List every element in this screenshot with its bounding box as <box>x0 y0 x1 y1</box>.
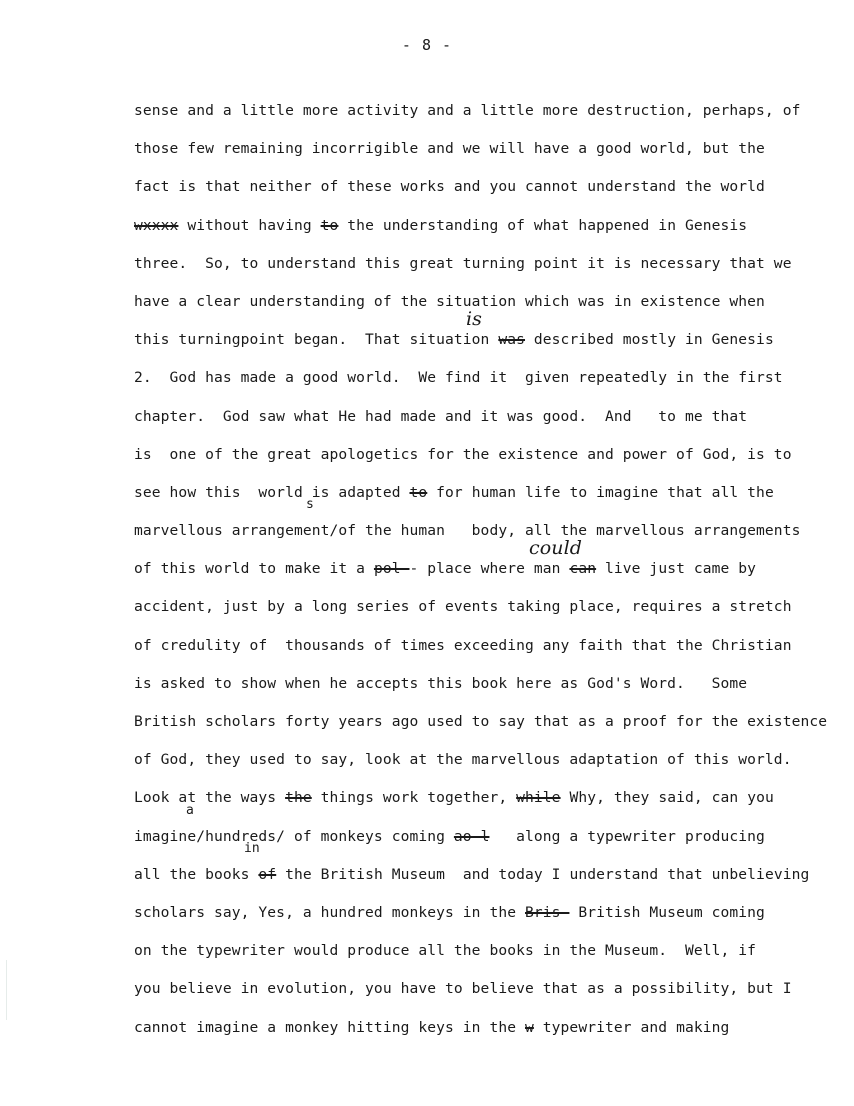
line-text: the British Museum and today I understand that unbelieving <box>276 865 810 883</box>
struck-text: ao-l <box>453 827 490 845</box>
text-line <box>134 283 834 321</box>
struck-text: was <box>498 331 526 349</box>
struck-text: to <box>409 483 428 501</box>
text-line <box>134 537 834 588</box>
line-text: chapter. God saw what He had made and it was good. And to me that <box>134 407 748 425</box>
line-text: three. So, to understand this great turning point it is necessary that we <box>134 254 792 272</box>
typed-insertion: a <box>186 802 194 818</box>
text-line <box>134 359 834 397</box>
text-line <box>134 627 834 665</box>
text-line <box>134 894 834 932</box>
struck-text: pol- <box>373 560 410 578</box>
text-line <box>134 168 834 206</box>
struck-text: the <box>285 789 312 807</box>
typed-insertion: s <box>306 497 314 513</box>
line-text: have a clear understanding of the situation which was in existence when <box>134 292 765 310</box>
line-text: those few remaining incorrigible and we will have a good world, but the <box>134 140 765 158</box>
text-line <box>134 1009 834 1047</box>
text-line <box>134 398 834 436</box>
line-text: of this world to make it a <box>134 560 374 578</box>
line-text: without having <box>178 216 321 234</box>
text-line <box>134 474 834 512</box>
text-line <box>134 207 834 245</box>
line-text: typewriter and making <box>533 1018 730 1036</box>
line-text: sense and a little more activity and a little more destruction, perhaps, of <box>134 102 801 119</box>
text-line <box>134 741 834 779</box>
text-line <box>134 308 834 359</box>
handwritten-correction: is <box>466 308 483 331</box>
line-text: see how this world is adapted <box>134 483 410 501</box>
text-line <box>134 802 834 856</box>
line-text: British scholars forty years ago used to say that as a proof for the existence <box>134 713 828 730</box>
line-text: this turningpoint began. That situation <box>134 331 499 349</box>
page-number: - 8 - <box>401 36 453 54</box>
text-line <box>134 436 834 474</box>
line-text: all the books <box>134 865 259 883</box>
line-text: is asked to show when he accepts this book here as God's Word. Some <box>134 674 748 692</box>
struck-text: while <box>516 789 561 807</box>
line-text: Why, they said, can you <box>560 789 774 807</box>
line-text: imagine/hundreds/ of monkeys coming <box>134 827 454 845</box>
line-text: marvellous arrangement/of the human body, all the marvellous arrangements <box>134 522 801 540</box>
struck-text: of <box>258 865 277 883</box>
document-body <box>134 92 834 1047</box>
line-text: scholars say, Yes, a hundred monkeys in the <box>134 903 525 921</box>
line-text: British Museum coming <box>569 903 765 921</box>
line-text: cannot imagine a monkey hitting keys in the <box>134 1018 525 1036</box>
line-text: fact is that neither of these works and you cannot understand the world <box>134 178 765 196</box>
line-text: described mostly in Genesis <box>525 331 774 349</box>
text-line <box>134 932 834 970</box>
text-line <box>134 970 834 1008</box>
line-text: along a typewriter producing <box>489 827 765 845</box>
text-line <box>134 588 834 626</box>
text-line <box>134 92 834 130</box>
line-text: of God, they used to say, look at the marvellous adaptation of this world. <box>134 751 792 769</box>
line-text: you believe in evolution, you have to believe that as a possibility, but I <box>134 980 792 998</box>
struck-text: Bris- <box>525 903 570 921</box>
struck-text: to <box>320 216 339 234</box>
line-text: Look at the ways <box>134 789 286 807</box>
line-text: accident, just by a long series of events taking place, requires a stretch <box>134 598 792 616</box>
text-line <box>134 245 834 283</box>
line-text: - place where man <box>409 560 570 578</box>
text-line <box>134 665 834 703</box>
line-text: live just came by <box>596 560 757 578</box>
line-text: the understanding of what happened in Genesis <box>338 216 748 234</box>
line-text: of credulity of thousands of times exceeding any faith that the Christian <box>134 636 792 654</box>
line-text: things work together, <box>311 789 517 807</box>
scan-edge-artifact <box>6 960 7 1020</box>
struck-text: can <box>569 560 597 578</box>
text-line <box>134 779 834 817</box>
struck-text: wxxxx <box>134 216 179 234</box>
line-text: for human life to imagine that all the <box>427 483 774 501</box>
line-text: on the typewriter would produce all the books in the Museum. Well, if <box>134 942 757 960</box>
line-text: 2. God has made a good world. We find it given repeatedly in the first <box>134 369 783 387</box>
typed-insertion: in <box>244 840 260 856</box>
text-line <box>134 840 834 894</box>
line-text: is one of the great apologetics for the existence and power of God, is to <box>134 445 792 463</box>
text-line <box>134 703 834 741</box>
handwritten-correction: could <box>529 537 583 560</box>
struck-text: w <box>525 1018 534 1036</box>
text-line <box>134 497 834 550</box>
text-line <box>134 130 834 168</box>
